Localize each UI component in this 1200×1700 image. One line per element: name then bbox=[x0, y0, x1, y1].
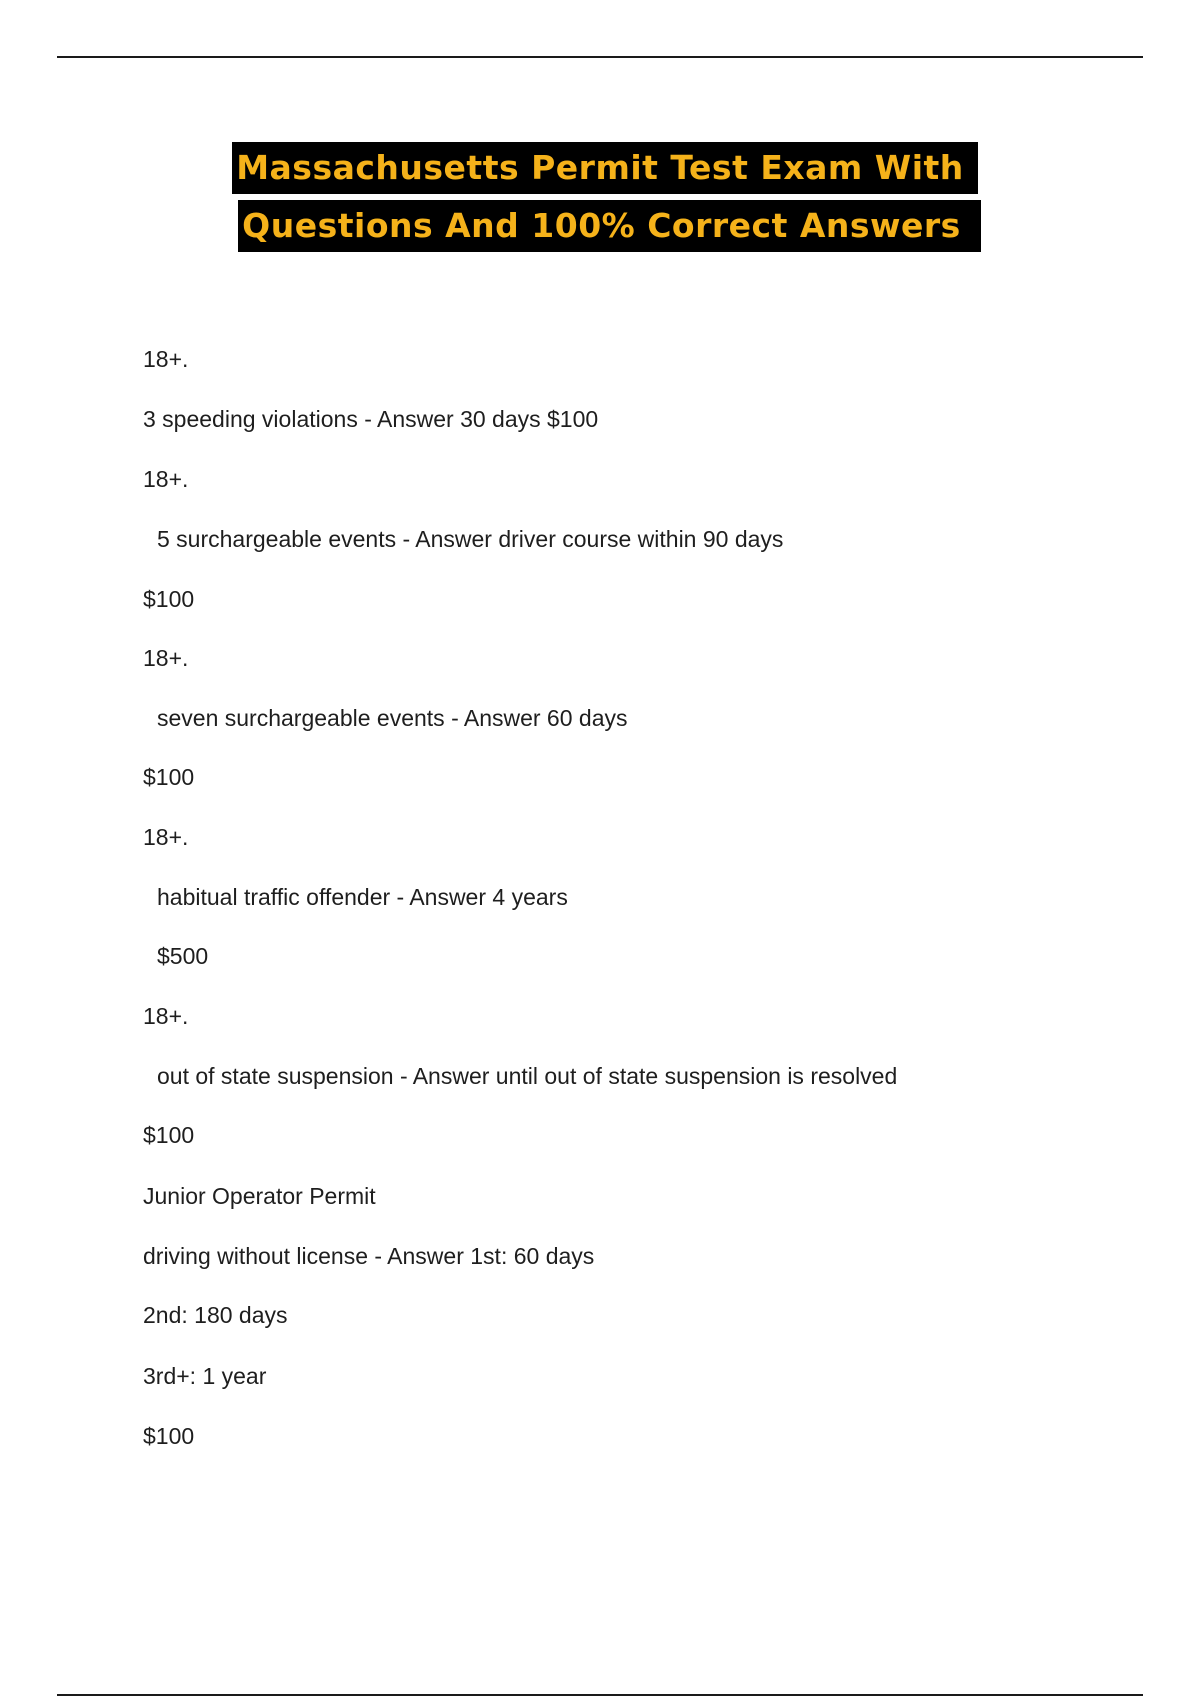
title-line-2: Questions And 100% Correct Answers bbox=[238, 200, 981, 252]
footer-rule bbox=[57, 1694, 1143, 1696]
text-line: habitual traffic offender - Answer 4 years bbox=[157, 884, 568, 910]
text-line: 18+. bbox=[143, 1003, 189, 1029]
text-line: $100 bbox=[143, 764, 195, 790]
text-line: 18+. bbox=[143, 346, 189, 372]
text-line: out of state suspension - Answer until out of state suspension is resolved bbox=[157, 1063, 898, 1089]
text-line: 18+. bbox=[143, 824, 189, 850]
title-line-1: Massachusetts Permit Test Exam With bbox=[232, 142, 978, 194]
text-line: 3 speeding violations - Answer 30 days $100 bbox=[143, 406, 599, 432]
text-line: $500 bbox=[157, 943, 209, 969]
text-line: $100 bbox=[143, 1423, 195, 1449]
text-line: Junior Operator Permit bbox=[143, 1183, 376, 1209]
text-line: driving without license - Answer 1st: 60 days bbox=[143, 1243, 595, 1269]
text-line: 18+. bbox=[143, 466, 189, 492]
text-line: 3rd+: 1 year bbox=[143, 1363, 267, 1389]
document-title bbox=[0, 142, 1200, 252]
text-line: $100 bbox=[143, 586, 195, 612]
text-line: 18+. bbox=[143, 645, 189, 671]
text-line: $100 bbox=[143, 1122, 195, 1148]
header-rule bbox=[57, 56, 1143, 58]
text-line: 5 surchargeable events - Answer driver course within 90 days bbox=[157, 526, 784, 552]
text-line: 2nd: 180 days bbox=[143, 1302, 288, 1328]
text-line: seven surchargeable events - Answer 60 days bbox=[157, 705, 628, 731]
